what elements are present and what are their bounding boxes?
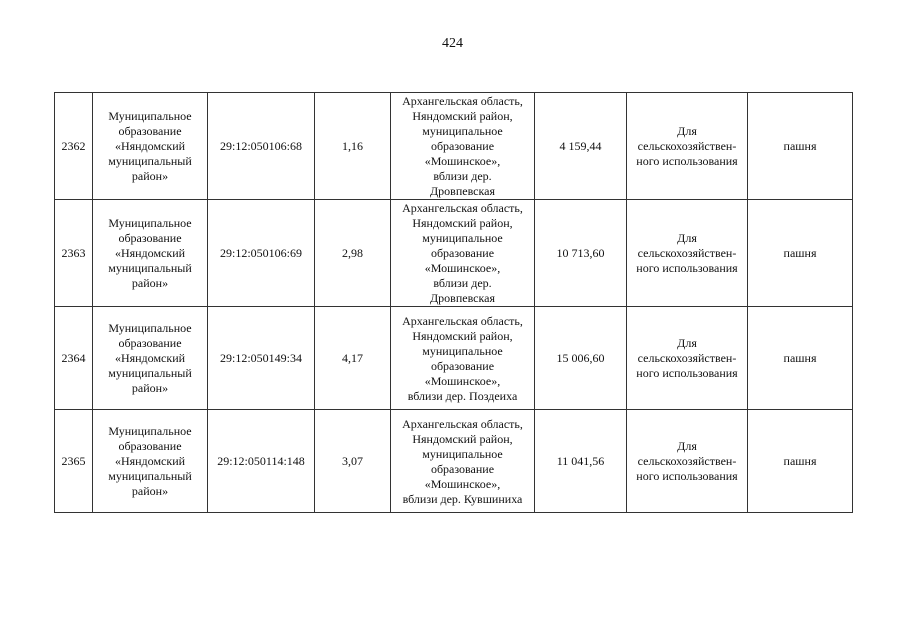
address-cell-line: вблизи дер. [433,169,492,183]
purpose-cell [627,200,748,307]
land-type-cell: пашня [748,410,853,513]
purpose-cell-line: ного использования [636,468,738,483]
table-row [55,307,853,410]
address-cell-line: Архангельская область, [402,201,523,215]
area-cell: 4,17 [315,307,391,410]
owner-cell-line: муниципальный [108,153,192,168]
row-number-cell: 2363 [55,200,93,307]
address-cell-line: муниципальное [422,231,503,245]
cadastral-value-cell: 4 159,44 [535,93,627,200]
owner-cell [93,410,208,513]
cadastral-value-cell: 11 041,56 [535,410,627,513]
purpose-cell-line: сельскохозяйствен- [637,138,737,153]
owner-cell [93,200,208,307]
cadastral-number-cell: 29:12:050114:148 [208,410,315,513]
purpose-cell [627,93,748,200]
address-cell-line: вблизи дер. [433,276,492,290]
address-cell-line: Архангельская область, [402,416,523,431]
address-cell-line: муниципальное [422,124,503,138]
cadastral-number-cell: 29:12:050149:34 [208,307,315,410]
owner-cell-line: Муниципальное [108,108,192,123]
area-cell: 2,98 [315,200,391,307]
address-cell-line: Няндомский район, [412,431,513,446]
land-plots-table [54,92,853,513]
owner-cell-line: муниципальный [108,260,192,275]
address-cell [391,93,535,200]
owner-cell-line: муниципальный [108,468,192,483]
address-cell [391,200,535,307]
land-type-cell: пашня [748,200,853,307]
owner-cell-line: «Няндомский [114,245,186,260]
owner-cell-line: образование [118,123,182,138]
owner-cell-line: Муниципальное [108,320,192,335]
address-cell [391,307,535,410]
purpose-cell-line: ного использования [636,260,738,275]
owner-cell-line: Муниципальное [108,423,192,438]
cadastral-number-cell: 29:12:050106:69 [208,200,315,307]
purpose-cell-line: сельскохозяйствен- [637,245,737,260]
row-number-cell: 2365 [55,410,93,513]
area-cell: 1,16 [315,93,391,200]
purpose-cell-line: Для [677,335,697,350]
table-row [55,410,853,513]
owner-cell-line: «Няндомский [114,350,186,365]
cadastral-number-cell: 29:12:050106:68 [208,93,315,200]
owner-cell-line: «Няндомский [114,138,186,153]
address-cell-line: Дровпевская [429,184,495,198]
area-cell: 3,07 [315,410,391,513]
purpose-cell-line: сельскохозяйствен- [637,350,737,365]
purpose-cell-line: Для [677,230,697,245]
address-cell-line: Архангельская область, [402,313,523,328]
row-number-cell: 2362 [55,93,93,200]
address-cell-line: «Мошинское», [424,261,501,275]
table-body [55,93,853,513]
purpose-cell-line: Для [677,438,697,453]
cadastral-value-cell: 10 713,60 [535,200,627,307]
address-cell-line: вблизи дер. Поздеиха [407,388,518,403]
address-cell-line: образование [430,358,495,373]
land-type-cell: пашня [748,307,853,410]
owner-cell-line: район» [131,380,169,395]
purpose-cell-line: ного использования [636,365,738,380]
address-cell-line: Архангельская область, [402,94,523,108]
owner-cell-line: образование [118,230,182,245]
table-row [55,200,853,307]
cadastral-value-cell: 15 006,60 [535,307,627,410]
address-cell-line: Няндомский район, [412,328,513,343]
address-cell-line: «Мошинское», [424,373,501,388]
owner-cell [93,93,208,200]
owner-cell-line: район» [131,275,169,290]
purpose-cell-line: ного использования [636,153,738,168]
page-number: 424 [442,36,463,51]
address-cell-line: «Мошинское», [424,476,501,491]
address-cell-line: «Мошинское», [424,154,501,168]
owner-cell-line: муниципальный [108,365,192,380]
address-cell-line: муниципальное [422,343,503,358]
owner-cell-line: район» [131,168,169,183]
address-cell-line: Няндомский район, [412,216,513,230]
owner-cell-line: образование [118,335,182,350]
address-cell [391,410,535,513]
purpose-cell [627,307,748,410]
purpose-cell [627,410,748,513]
purpose-cell-line: Для [677,123,697,138]
address-cell-line: вблизи дер. Кувшиниха [402,491,523,506]
address-cell-line: образование [430,139,495,153]
owner-cell-line: образование [118,438,182,453]
address-cell-line: образование [430,461,495,476]
purpose-cell-line: сельскохозяйствен- [637,453,737,468]
table-row [55,93,853,200]
owner-cell-line: район» [131,483,169,498]
address-cell-line: Няндомский район, [412,109,513,123]
address-cell-line: муниципальное [422,446,503,461]
owner-cell-line: «Няндомский [114,453,186,468]
address-cell-line: Дровпевская [429,291,495,305]
owner-cell [93,307,208,410]
owner-cell-line: Муниципальное [108,215,192,230]
land-type-cell: пашня [748,93,853,200]
address-cell-line: образование [430,246,495,260]
row-number-cell: 2364 [55,307,93,410]
